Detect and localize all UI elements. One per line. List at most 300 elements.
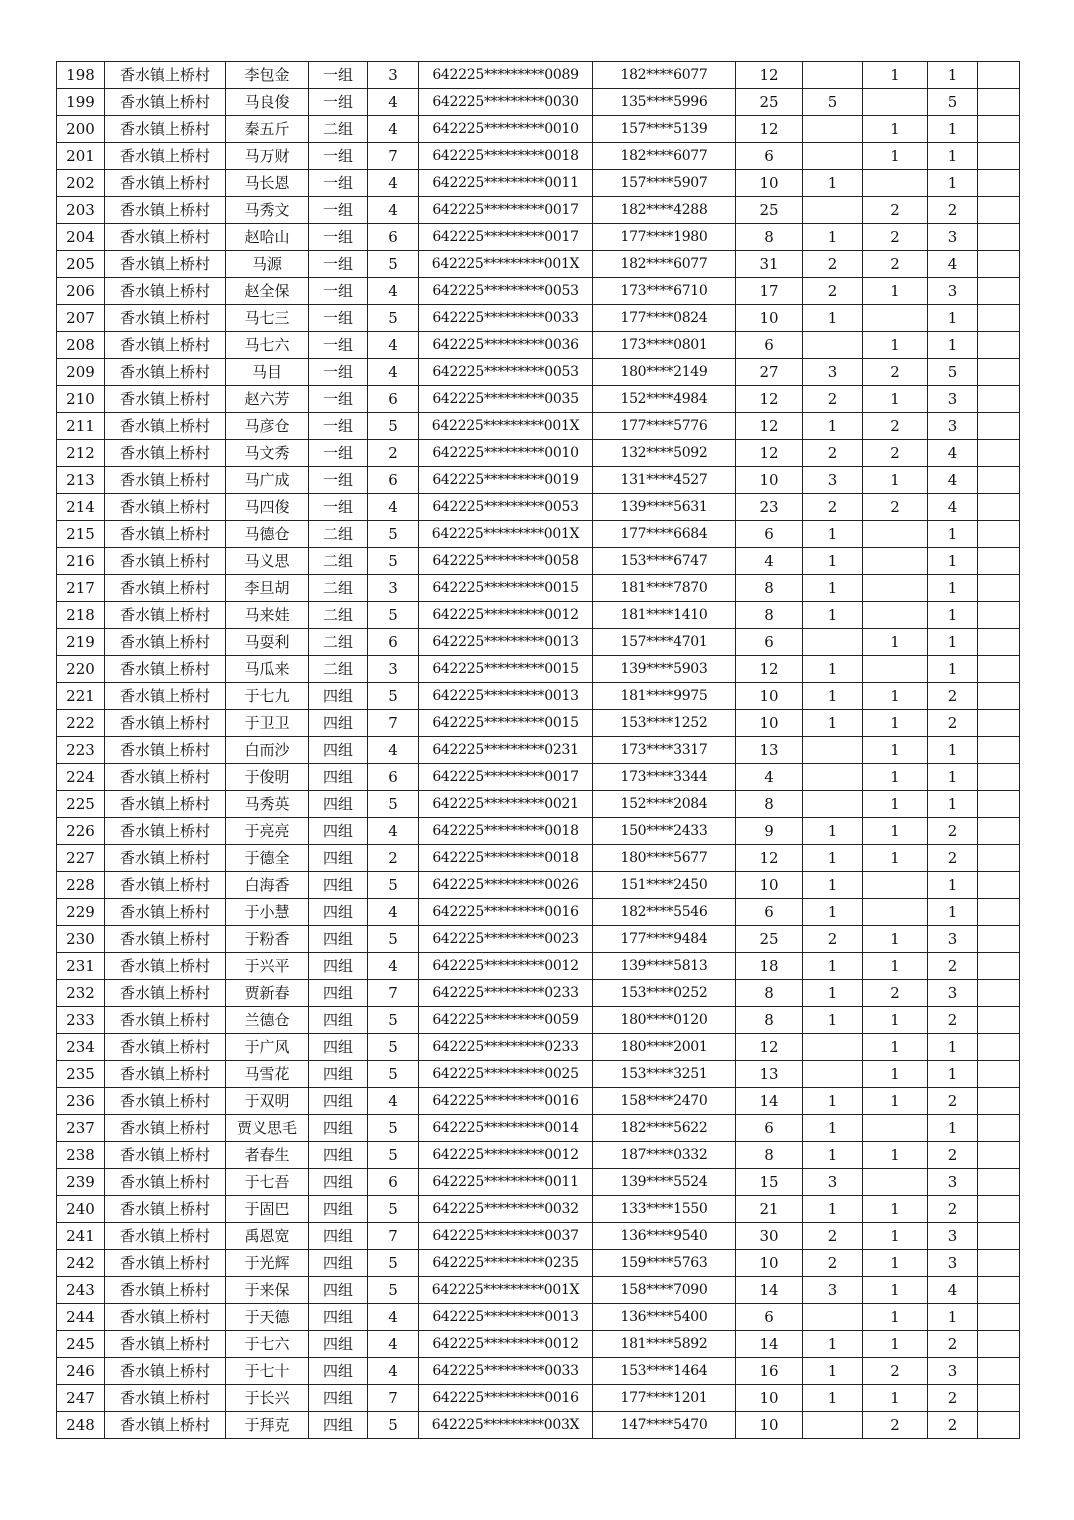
cell-village: 香水镇上桥村 [105, 197, 226, 224]
cell-phone: 159****5763 [593, 1250, 736, 1277]
cell-village: 香水镇上桥村 [105, 548, 226, 575]
cell-value: 12 [736, 845, 803, 872]
cell-household-size: 7 [368, 1385, 419, 1412]
cell-household-size: 4 [368, 953, 419, 980]
table-row [57, 224, 1020, 251]
cell-count-a [803, 62, 863, 89]
cell-group: 四组 [309, 1007, 368, 1034]
cell-group: 四组 [309, 1304, 368, 1331]
cell-count-b [863, 1169, 928, 1196]
cell-count-a: 1 [803, 1088, 863, 1115]
cell-row-number: 238 [57, 1142, 105, 1169]
cell-phone: 152****2084 [593, 791, 736, 818]
cell-total: 3 [928, 224, 978, 251]
cell-note [978, 1196, 1020, 1223]
cell-row-number: 239 [57, 1169, 105, 1196]
cell-village: 香水镇上桥村 [105, 305, 226, 332]
cell-name: 于粉香 [226, 926, 309, 953]
cell-household-size: 5 [368, 1142, 419, 1169]
cell-name: 于亮亮 [226, 818, 309, 845]
cell-name: 马长恩 [226, 170, 309, 197]
cell-group: 四组 [309, 845, 368, 872]
cell-value: 10 [736, 1250, 803, 1277]
cell-count-b [863, 872, 928, 899]
cell-household-size: 4 [368, 89, 419, 116]
cell-id-number: 642225*********0013 [419, 1304, 593, 1331]
cell-group: 四组 [309, 1196, 368, 1223]
cell-count-b [863, 602, 928, 629]
cell-id-number: 642225*********0032 [419, 1196, 593, 1223]
cell-name: 于七吾 [226, 1169, 309, 1196]
cell-village: 香水镇上桥村 [105, 980, 226, 1007]
cell-household-size: 5 [368, 1412, 419, 1439]
cell-count-a: 1 [803, 872, 863, 899]
cell-group: 四组 [309, 1250, 368, 1277]
cell-note [978, 62, 1020, 89]
cell-row-number: 245 [57, 1331, 105, 1358]
cell-count-b: 1 [863, 116, 928, 143]
cell-group: 一组 [309, 494, 368, 521]
table-row [57, 305, 1020, 332]
cell-total: 3 [928, 386, 978, 413]
table-row [57, 1034, 1020, 1061]
cell-value: 30 [736, 1223, 803, 1250]
cell-note [978, 116, 1020, 143]
cell-total: 4 [928, 440, 978, 467]
cell-id-number: 642225*********0013 [419, 629, 593, 656]
cell-group: 一组 [309, 413, 368, 440]
cell-note [978, 656, 1020, 683]
table-row [57, 1169, 1020, 1196]
cell-count-b: 1 [863, 1250, 928, 1277]
cell-name: 于俊明 [226, 764, 309, 791]
cell-note [978, 413, 1020, 440]
cell-group: 四组 [309, 1358, 368, 1385]
cell-village: 香水镇上桥村 [105, 818, 226, 845]
cell-value: 10 [736, 1385, 803, 1412]
cell-village: 香水镇上桥村 [105, 710, 226, 737]
cell-count-a: 1 [803, 1007, 863, 1034]
cell-phone: 153****6747 [593, 548, 736, 575]
cell-phone: 180****2001 [593, 1034, 736, 1061]
cell-row-number: 215 [57, 521, 105, 548]
cell-note [978, 278, 1020, 305]
table-row [57, 251, 1020, 278]
cell-household-size: 4 [368, 359, 419, 386]
cell-id-number: 642225*********0058 [419, 548, 593, 575]
cell-note [978, 1223, 1020, 1250]
cell-phone: 181****5892 [593, 1331, 736, 1358]
cell-note [978, 332, 1020, 359]
cell-phone: 157****5139 [593, 116, 736, 143]
cell-household-size: 4 [368, 1331, 419, 1358]
cell-row-number: 235 [57, 1061, 105, 1088]
cell-id-number: 642225*********001X [419, 413, 593, 440]
cell-total: 1 [928, 548, 978, 575]
cell-total: 3 [928, 926, 978, 953]
cell-row-number: 214 [57, 494, 105, 521]
cell-household-size: 5 [368, 548, 419, 575]
cell-row-number: 202 [57, 170, 105, 197]
cell-village: 香水镇上桥村 [105, 386, 226, 413]
cell-count-a: 1 [803, 1385, 863, 1412]
cell-name: 兰德仓 [226, 1007, 309, 1034]
cell-phone: 136****5400 [593, 1304, 736, 1331]
table-row [57, 386, 1020, 413]
cell-value: 6 [736, 143, 803, 170]
cell-name: 马七三 [226, 305, 309, 332]
cell-total: 1 [928, 602, 978, 629]
cell-value: 12 [736, 116, 803, 143]
cell-name: 马雪花 [226, 1061, 309, 1088]
cell-value: 31 [736, 251, 803, 278]
cell-row-number: 242 [57, 1250, 105, 1277]
cell-phone: 177****9484 [593, 926, 736, 953]
cell-value: 16 [736, 1358, 803, 1385]
table-row [57, 1304, 1020, 1331]
cell-value: 6 [736, 629, 803, 656]
cell-village: 香水镇上桥村 [105, 899, 226, 926]
table-row [57, 548, 1020, 575]
cell-count-b [863, 1115, 928, 1142]
cell-village: 香水镇上桥村 [105, 170, 226, 197]
cell-group: 四组 [309, 1034, 368, 1061]
table-row [57, 521, 1020, 548]
cell-village: 香水镇上桥村 [105, 1331, 226, 1358]
cell-row-number: 220 [57, 656, 105, 683]
cell-row-number: 208 [57, 332, 105, 359]
cell-household-size: 4 [368, 1088, 419, 1115]
cell-total: 2 [928, 953, 978, 980]
cell-group: 一组 [309, 197, 368, 224]
cell-name: 贾新春 [226, 980, 309, 1007]
cell-group: 四组 [309, 1412, 368, 1439]
cell-village: 香水镇上桥村 [105, 1061, 226, 1088]
cell-count-a: 2 [803, 386, 863, 413]
cell-value: 8 [736, 602, 803, 629]
cell-id-number: 642225*********0021 [419, 791, 593, 818]
cell-count-b [863, 170, 928, 197]
cell-name: 马秀英 [226, 791, 309, 818]
cell-id-number: 642225*********003X [419, 1412, 593, 1439]
cell-household-size: 6 [368, 467, 419, 494]
cell-group: 四组 [309, 872, 368, 899]
cell-row-number: 222 [57, 710, 105, 737]
cell-value: 9 [736, 818, 803, 845]
cell-row-number: 204 [57, 224, 105, 251]
cell-value: 10 [736, 683, 803, 710]
cell-note [978, 1115, 1020, 1142]
cell-group: 二组 [309, 629, 368, 656]
cell-village: 香水镇上桥村 [105, 1169, 226, 1196]
cell-phone: 135****5996 [593, 89, 736, 116]
cell-note [978, 440, 1020, 467]
cell-row-number: 229 [57, 899, 105, 926]
cell-village: 香水镇上桥村 [105, 1196, 226, 1223]
cell-total: 1 [928, 332, 978, 359]
cell-phone: 182****5546 [593, 899, 736, 926]
cell-total: 2 [928, 1196, 978, 1223]
cell-id-number: 642225*********0018 [419, 143, 593, 170]
cell-village: 香水镇上桥村 [105, 332, 226, 359]
cell-row-number: 219 [57, 629, 105, 656]
cell-value: 14 [736, 1331, 803, 1358]
cell-row-number: 232 [57, 980, 105, 1007]
cell-name: 赵六芳 [226, 386, 309, 413]
cell-row-number: 224 [57, 764, 105, 791]
cell-value: 25 [736, 926, 803, 953]
cell-name: 于兴平 [226, 953, 309, 980]
cell-value: 14 [736, 1088, 803, 1115]
cell-count-b: 2 [863, 494, 928, 521]
cell-total: 3 [928, 1358, 978, 1385]
cell-household-size: 4 [368, 278, 419, 305]
cell-total: 3 [928, 1169, 978, 1196]
cell-total: 1 [928, 1115, 978, 1142]
cell-household-size: 6 [368, 629, 419, 656]
table-row [57, 764, 1020, 791]
cell-group: 二组 [309, 116, 368, 143]
cell-total: 1 [928, 116, 978, 143]
cell-id-number: 642225*********0026 [419, 872, 593, 899]
cell-total: 1 [928, 1304, 978, 1331]
cell-id-number: 642225*********0033 [419, 1358, 593, 1385]
cell-id-number: 642225*********0015 [419, 710, 593, 737]
cell-count-a: 3 [803, 1169, 863, 1196]
cell-note [978, 980, 1020, 1007]
cell-count-b: 1 [863, 629, 928, 656]
cell-group: 二组 [309, 656, 368, 683]
cell-name: 马源 [226, 251, 309, 278]
cell-count-b: 1 [863, 1277, 928, 1304]
cell-village: 香水镇上桥村 [105, 845, 226, 872]
cell-village: 香水镇上桥村 [105, 1223, 226, 1250]
cell-phone: 153****1252 [593, 710, 736, 737]
cell-group: 四组 [309, 1385, 368, 1412]
cell-row-number: 237 [57, 1115, 105, 1142]
cell-village: 香水镇上桥村 [105, 737, 226, 764]
cell-value: 15 [736, 1169, 803, 1196]
cell-id-number: 642225*********0014 [419, 1115, 593, 1142]
cell-id-number: 642225*********0013 [419, 683, 593, 710]
cell-id-number: 642225*********0016 [419, 899, 593, 926]
table-row [57, 872, 1020, 899]
cell-count-a [803, 764, 863, 791]
cell-group: 四组 [309, 710, 368, 737]
cell-name: 马义思 [226, 548, 309, 575]
table-row [57, 1277, 1020, 1304]
cell-count-a [803, 116, 863, 143]
cell-count-a: 1 [803, 953, 863, 980]
cell-count-b: 1 [863, 845, 928, 872]
cell-row-number: 248 [57, 1412, 105, 1439]
cell-id-number: 642225*********0089 [419, 62, 593, 89]
cell-note [978, 251, 1020, 278]
cell-count-a: 1 [803, 980, 863, 1007]
table-row [57, 683, 1020, 710]
cell-phone: 177****1201 [593, 1385, 736, 1412]
cell-id-number: 642225*********001X [419, 251, 593, 278]
cell-count-a: 5 [803, 89, 863, 116]
cell-household-size: 5 [368, 683, 419, 710]
cell-count-b: 1 [863, 1061, 928, 1088]
cell-row-number: 218 [57, 602, 105, 629]
cell-id-number: 642225*********0233 [419, 980, 593, 1007]
table-row [57, 1331, 1020, 1358]
cell-household-size: 5 [368, 521, 419, 548]
table-row [57, 899, 1020, 926]
cell-group: 二组 [309, 548, 368, 575]
cell-id-number: 642225*********0012 [419, 1142, 593, 1169]
cell-group: 四组 [309, 1223, 368, 1250]
cell-phone: 182****4288 [593, 197, 736, 224]
cell-household-size: 5 [368, 1007, 419, 1034]
cell-value: 10 [736, 305, 803, 332]
household-table [56, 61, 1020, 1439]
cell-value: 12 [736, 386, 803, 413]
cell-id-number: 642225*********0053 [419, 278, 593, 305]
table-row [57, 116, 1020, 143]
cell-count-a [803, 1034, 863, 1061]
cell-id-number: 642225*********0030 [419, 89, 593, 116]
cell-count-b: 1 [863, 818, 928, 845]
cell-row-number: 209 [57, 359, 105, 386]
cell-value: 4 [736, 764, 803, 791]
cell-note [978, 1304, 1020, 1331]
cell-id-number: 642225*********0035 [419, 386, 593, 413]
cell-village: 香水镇上桥村 [105, 116, 226, 143]
cell-phone: 173****0801 [593, 332, 736, 359]
cell-row-number: 205 [57, 251, 105, 278]
cell-row-number: 216 [57, 548, 105, 575]
cell-village: 香水镇上桥村 [105, 602, 226, 629]
cell-count-a [803, 791, 863, 818]
cell-phone: 173****6710 [593, 278, 736, 305]
cell-count-a: 1 [803, 818, 863, 845]
cell-village: 香水镇上桥村 [105, 1412, 226, 1439]
cell-name: 于固巴 [226, 1196, 309, 1223]
cell-note [978, 305, 1020, 332]
cell-phone: 181****7870 [593, 575, 736, 602]
cell-id-number: 642225*********0011 [419, 1169, 593, 1196]
cell-count-a [803, 1304, 863, 1331]
cell-id-number: 642225*********0053 [419, 494, 593, 521]
cell-count-a [803, 737, 863, 764]
cell-name: 马四俊 [226, 494, 309, 521]
cell-note [978, 602, 1020, 629]
cell-phone: 182****6077 [593, 62, 736, 89]
cell-total: 3 [928, 413, 978, 440]
cell-group: 四组 [309, 899, 368, 926]
cell-row-number: 210 [57, 386, 105, 413]
cell-count-a: 1 [803, 710, 863, 737]
cell-village: 香水镇上桥村 [105, 872, 226, 899]
cell-count-a: 2 [803, 926, 863, 953]
cell-note [978, 197, 1020, 224]
cell-total: 1 [928, 170, 978, 197]
table-row [57, 737, 1020, 764]
cell-count-b: 2 [863, 251, 928, 278]
cell-id-number: 642225*********0018 [419, 845, 593, 872]
cell-total: 2 [928, 1007, 978, 1034]
cell-phone: 139****5631 [593, 494, 736, 521]
cell-phone: 132****5092 [593, 440, 736, 467]
cell-id-number: 642225*********0015 [419, 656, 593, 683]
cell-count-a: 2 [803, 494, 863, 521]
cell-group: 四组 [309, 1061, 368, 1088]
cell-group: 一组 [309, 305, 368, 332]
cell-phone: 147****5470 [593, 1412, 736, 1439]
cell-total: 1 [928, 305, 978, 332]
cell-count-b [863, 899, 928, 926]
cell-value: 27 [736, 359, 803, 386]
cell-note [978, 143, 1020, 170]
cell-household-size: 6 [368, 386, 419, 413]
cell-count-a: 1 [803, 224, 863, 251]
cell-group: 四组 [309, 737, 368, 764]
cell-name: 贾义思毛 [226, 1115, 309, 1142]
cell-value: 25 [736, 89, 803, 116]
cell-name: 李旦胡 [226, 575, 309, 602]
cell-name: 马秀文 [226, 197, 309, 224]
cell-note [978, 548, 1020, 575]
cell-id-number: 642225*********0012 [419, 953, 593, 980]
cell-total: 1 [928, 737, 978, 764]
cell-household-size: 5 [368, 1277, 419, 1304]
cell-phone: 173****3344 [593, 764, 736, 791]
cell-note [978, 89, 1020, 116]
cell-value: 10 [736, 710, 803, 737]
cell-phone: 181****9975 [593, 683, 736, 710]
cell-group: 四组 [309, 764, 368, 791]
cell-household-size: 3 [368, 62, 419, 89]
cell-name: 于天德 [226, 1304, 309, 1331]
cell-count-a: 3 [803, 359, 863, 386]
cell-village: 香水镇上桥村 [105, 1385, 226, 1412]
table-row [57, 170, 1020, 197]
cell-name: 于卫卫 [226, 710, 309, 737]
cell-note [978, 926, 1020, 953]
table-row [57, 143, 1020, 170]
table-row [57, 926, 1020, 953]
cell-note [978, 737, 1020, 764]
cell-total: 2 [928, 1385, 978, 1412]
cell-group: 四组 [309, 1142, 368, 1169]
table-row [57, 656, 1020, 683]
cell-household-size: 3 [368, 656, 419, 683]
cell-phone: 177****5776 [593, 413, 736, 440]
cell-note [978, 1061, 1020, 1088]
cell-row-number: 199 [57, 89, 105, 116]
cell-count-b: 1 [863, 764, 928, 791]
cell-count-a [803, 332, 863, 359]
cell-household-size: 7 [368, 710, 419, 737]
cell-household-size: 5 [368, 251, 419, 278]
cell-total: 1 [928, 872, 978, 899]
cell-count-b: 1 [863, 683, 928, 710]
table-row [57, 791, 1020, 818]
cell-count-b: 1 [863, 710, 928, 737]
cell-phone: 151****2450 [593, 872, 736, 899]
table-row [57, 980, 1020, 1007]
cell-total: 5 [928, 359, 978, 386]
cell-id-number: 642225*********0016 [419, 1385, 593, 1412]
cell-id-number: 642225*********0235 [419, 1250, 593, 1277]
cell-value: 6 [736, 1304, 803, 1331]
cell-count-a [803, 197, 863, 224]
cell-total: 1 [928, 656, 978, 683]
cell-count-b: 1 [863, 1385, 928, 1412]
